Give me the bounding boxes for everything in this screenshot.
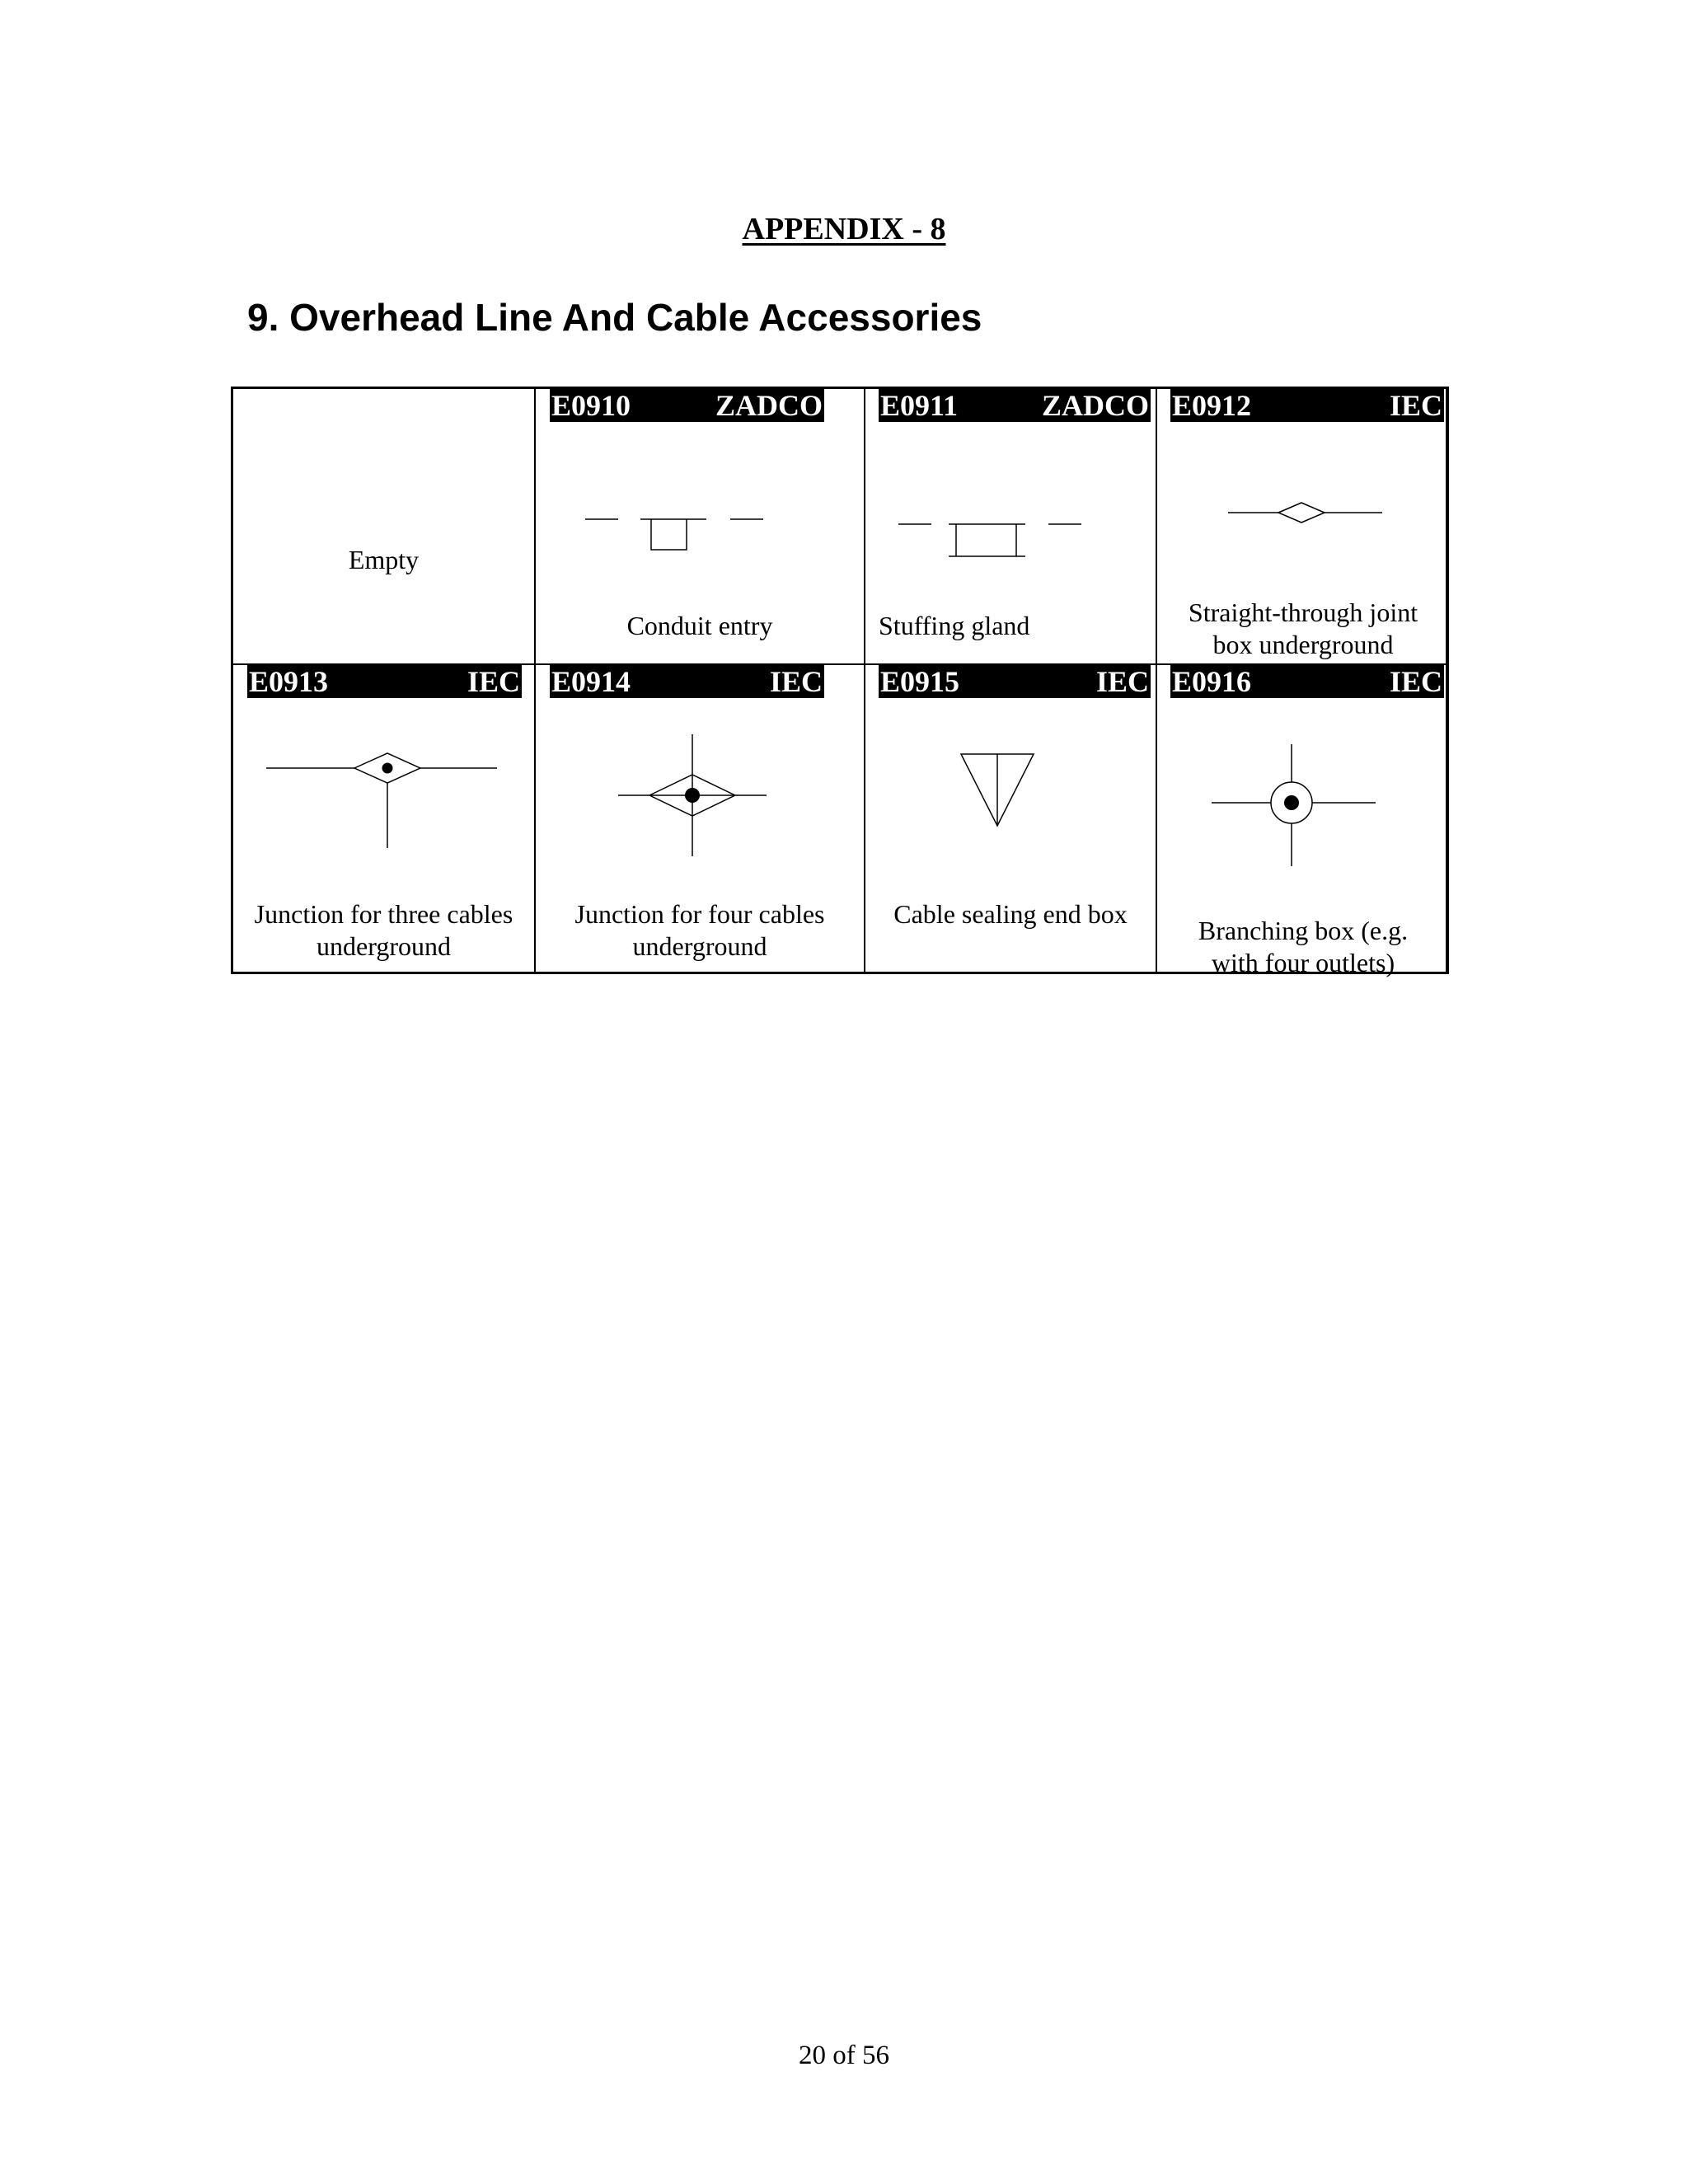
symbol-label: Stuffing gland [879,611,1030,640]
label-line: Junction for three cables [254,899,513,929]
symbol-code: E0914 [551,665,631,698]
three-cable-junction-icon [258,739,505,855]
branching-box-icon [1207,736,1388,876]
code-bar [550,389,824,422]
code-bar [550,665,824,698]
cell-empty [233,389,534,663]
conduit-entry-icon [577,504,775,554]
straight-through-joint-icon [1223,496,1388,529]
section-title: 9. Overhead Line And Cable Accessories [247,296,982,339]
cable-sealing-end-box-icon [948,748,1047,838]
code-bar [1170,665,1444,698]
symbol-standard: IEC [1389,665,1442,698]
symbol-label [233,898,534,963]
label-line: underground [632,931,767,961]
symbol-label: Conduit entry [626,611,773,640]
symbol-label [1157,597,1449,661]
symbol-standard: IEC [1095,665,1149,698]
cell-e0910 [536,389,864,663]
label-line: box underground [1212,630,1394,659]
code-bar [1170,389,1444,422]
symbol-standard: ZADCO [1041,389,1149,422]
code-bar [879,665,1151,698]
code-bar [247,665,522,698]
cell-e0913 [233,665,534,974]
four-cable-junction-icon [610,729,775,861]
empty-label: Empty [348,545,420,574]
cell-e0914 [536,665,864,974]
cell-e0911 [865,389,1156,663]
symbol-label [536,898,864,963]
symbol-standard: IEC [1389,389,1442,422]
symbol-standard: IEC [769,665,823,698]
label-line: Branching box (e.g. [1198,916,1409,945]
stuffing-gland-icon [890,513,1096,562]
cell-e0915 [865,665,1156,974]
cell-e0912 [1157,389,1449,663]
symbol-code: E0913 [249,665,329,698]
symbol-code: E0916 [1172,665,1252,698]
label-line: underground [316,931,451,961]
label-line: Straight-through joint [1188,598,1418,627]
symbol-label: Cable sealing end box [893,899,1128,929]
symbol-code: E0911 [880,389,959,422]
symbol-standard: IEC [467,665,520,698]
label-line: Junction for four cables [574,899,825,929]
symbol-standard: ZADCO [715,389,823,422]
symbol-code: E0912 [1172,389,1252,422]
symbol-code: E0910 [551,389,631,422]
code-bar [879,389,1151,422]
cell-e0916 [1157,665,1449,977]
page-number: 20 of 56 [799,2041,889,2070]
symbol-label [1157,915,1449,979]
symbols-table [231,387,1449,977]
symbol-code: E0915 [880,665,960,698]
appendix-heading: APPENDIX - 8 [742,212,946,246]
label-line: with four outlets) [1211,948,1395,977]
